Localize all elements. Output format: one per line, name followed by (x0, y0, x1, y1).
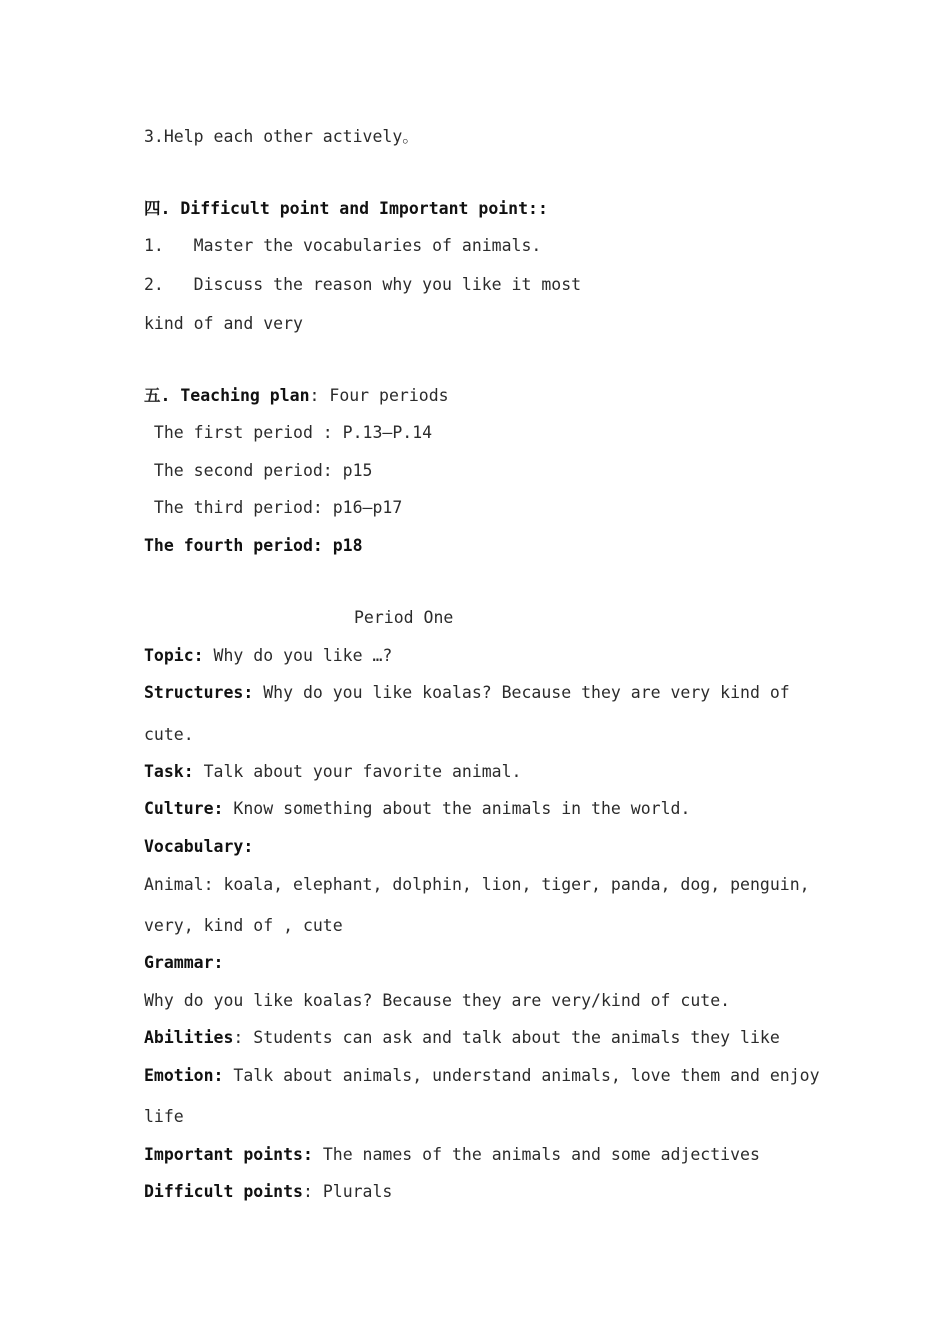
structures-continuation: cute. (144, 725, 194, 744)
important-points-line (144, 1144, 760, 1166)
topic-line (144, 645, 392, 667)
emotion-text: Talk about animals, understand animals, love them and enjoy (223, 1066, 820, 1085)
abilities-line (144, 1027, 780, 1049)
period-line-2: The second period: p15 (144, 461, 373, 480)
emotion-line (144, 1065, 820, 1087)
task-line (144, 761, 522, 783)
important-points-text: The names of the animals and some adjectives (312, 1145, 760, 1164)
section4-number: 四 (144, 199, 161, 218)
difficult-points-text: : Plurals (302, 1182, 393, 1201)
important-points-label: Important points: (144, 1145, 313, 1164)
period-line-1: The first period : P.13—P.14 (144, 423, 433, 442)
grammar-text: Why do you like koalas? Because they are very/kind of cute. (144, 991, 731, 1010)
section4-heading (144, 198, 548, 220)
section5-title: . Teaching plan (160, 386, 310, 405)
difficult-points-label: Difficult points (144, 1182, 303, 1201)
structures-label: Structures: (144, 683, 254, 702)
period-one-heading: Period One (354, 608, 454, 627)
vocabulary-line-1: Animal: koala, elephant, dolphin, lion, tiger, panda, dog, penguin, (144, 875, 810, 894)
section5-rest: : Four periods (309, 386, 449, 405)
culture-label: Culture: (144, 799, 224, 818)
section4-item-2: 2. Discuss the reason why you like it most (144, 275, 582, 294)
section5-number: 五 (144, 386, 161, 405)
period-line-3: The third period: p16—p17 (144, 498, 403, 517)
section4-title: . Difficult point and Important point:: (160, 199, 548, 218)
abilities-text: : Students can ask and talk about the animals they like (233, 1028, 780, 1047)
help-line: 3.Help each other actively。 (144, 127, 419, 146)
culture-text: Know something about the animals in the world. (223, 799, 691, 818)
topic-label: Topic: (144, 646, 204, 665)
task-label: Task: (144, 762, 194, 781)
section5-heading (144, 385, 449, 407)
vocabulary-label: Vocabulary: (144, 837, 254, 856)
vocabulary-line-2: very, kind of , cute (144, 916, 343, 935)
emotion-label: Emotion: (144, 1066, 224, 1085)
period-line-4: The fourth period: p18 (144, 536, 363, 555)
grammar-label: Grammar: (144, 953, 224, 972)
abilities-label: Abilities (144, 1028, 234, 1047)
section4-item-1: 1. Master the vocabularies of animals. (144, 236, 542, 255)
structures-text: Why do you like koalas? Because they are very kind of (253, 683, 790, 702)
topic-text: Why do you like …? (203, 646, 393, 665)
section4-item-3: kind of and very (144, 314, 303, 333)
culture-line (144, 798, 690, 820)
emotion-continuation: life (144, 1107, 184, 1126)
task-text: Talk about your favorite animal. (193, 762, 522, 781)
structures-line (144, 682, 790, 704)
difficult-points-line (144, 1181, 392, 1203)
